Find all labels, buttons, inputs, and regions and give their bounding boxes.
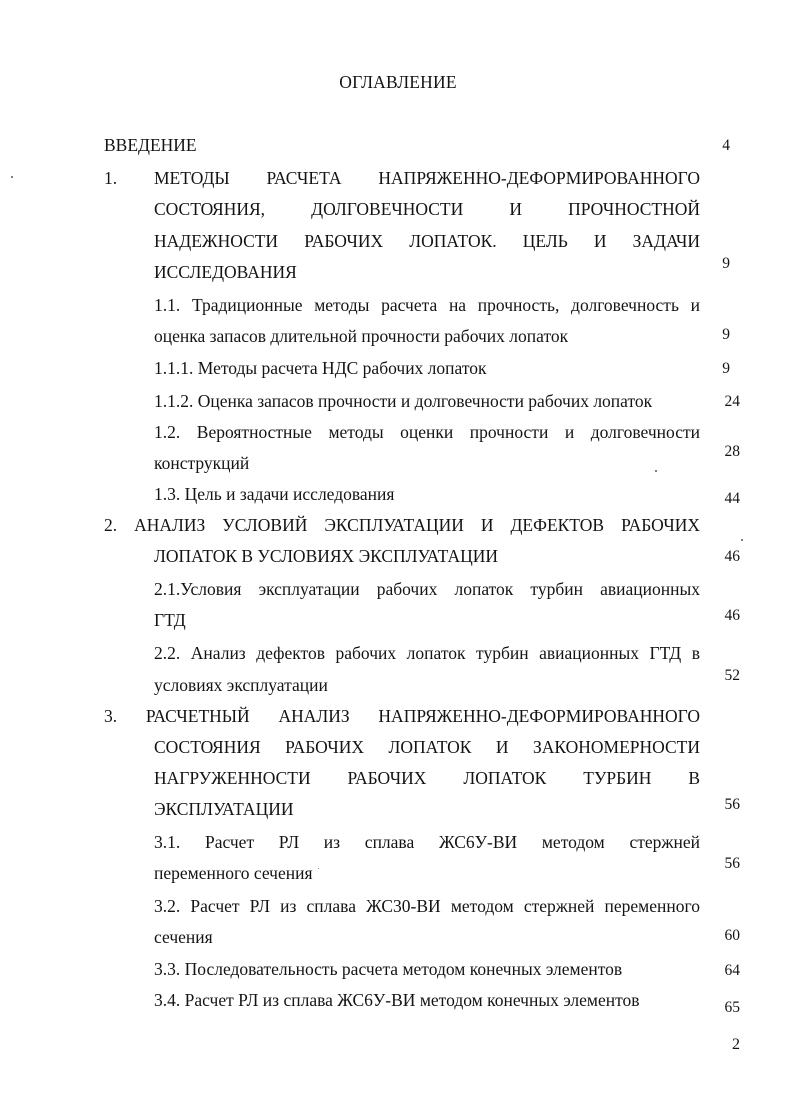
toc-entry-text: 3.2. Расчет РЛ из сплава ЖС30-ВИ методом стержней переменного bbox=[154, 896, 700, 916]
toc-page-number: 56 bbox=[724, 796, 740, 813]
toc-entry-text: 3.3. Последовательность расчета методом конечных элементов bbox=[154, 959, 623, 979]
toc-page-number: 46 bbox=[724, 548, 740, 565]
toc-page-number: 9 bbox=[722, 326, 730, 343]
toc-page-number: 28 bbox=[724, 443, 740, 460]
toc-entry-text: 2.1.Условия эксплуатации рабочих лопаток турбин авиационных bbox=[154, 579, 700, 599]
page-title: ОГЛАВЛЕНИЕ bbox=[339, 72, 457, 92]
toc-page-number: 24 bbox=[724, 393, 740, 410]
toc-page-number: 56 bbox=[724, 855, 740, 872]
toc-entry-text: 1.2. Вероятностные методы оценки прочности и долговечности bbox=[154, 422, 700, 442]
toc-entry-text: 3.1. Расчет РЛ из сплава ЖС6У-ВИ методом стержней bbox=[154, 832, 700, 852]
toc-entry-text: конструкций bbox=[154, 453, 250, 473]
toc-entry-text: 1.3. Цель и задачи исследования bbox=[154, 484, 395, 504]
toc-entry-text: НАГРУЖЕННОСТИ РАБОЧИХ ЛОПАТОК ТУРБИН В bbox=[154, 768, 700, 788]
scan-speck bbox=[318, 868, 319, 869]
toc-entry-text: СОСТОЯНИЯ, ДОЛГОВЕЧНОСТИ И ПРОЧНОСТНОЙ bbox=[154, 199, 700, 219]
toc-entry-text: СОСТОЯНИЯ РАБОЧИХ ЛОПАТОК И ЗАКОНОМЕРНОСТИ bbox=[154, 737, 700, 757]
toc-page-number: 46 bbox=[724, 607, 740, 624]
toc-entry-text: 1.1. Традиционные методы расчета на прочность, долговечность и bbox=[154, 295, 700, 315]
toc-entry-text: ЭКСПЛУАТАЦИИ bbox=[154, 799, 294, 819]
toc-page-number: 4 bbox=[722, 137, 730, 154]
toc-entry-text: переменного сечения bbox=[154, 863, 313, 883]
toc-page-number: 52 bbox=[724, 667, 740, 684]
scan-speck bbox=[741, 539, 743, 541]
toc-entry-text: ИССЛЕДОВАНИЯ bbox=[154, 262, 297, 282]
toc-entry-text: ЛОПАТОК В УСЛОВИЯХ ЭКСПЛУАТАЦИИ bbox=[154, 546, 499, 566]
toc-page-number: 65 bbox=[724, 999, 740, 1016]
page-number: 2 bbox=[732, 1036, 740, 1053]
toc-entry-text: 1.1.2. Оценка запасов прочности и долговечности рабочих лопаток bbox=[154, 391, 653, 411]
toc-entry-text: 3.4. Расчет РЛ из сплава ЖС6У-ВИ методом конечных элементов bbox=[154, 990, 640, 1010]
toc-entry-text: 3. РАСЧЕТНЫЙ АНАЛИЗ НАПРЯЖЕННО-ДЕФОРМИРОВАННОГО bbox=[104, 706, 700, 726]
toc-page-number: 44 bbox=[724, 490, 740, 507]
toc-page-number: 60 bbox=[724, 927, 740, 944]
toc-entry-text: 1.1.1. Методы расчета НДС рабочих лопаток bbox=[154, 358, 487, 378]
toc-entry-text: оценка запасов длительной прочности рабочих лопаток bbox=[154, 326, 569, 346]
toc-page-number: 64 bbox=[724, 962, 740, 979]
toc-entry-text: 2.2. Анализ дефектов рабочих лопаток турбин авиационных ГТД в bbox=[154, 643, 700, 663]
toc-entry-text: ГТД bbox=[154, 610, 186, 630]
toc-page-number: 9 bbox=[722, 360, 730, 377]
toc-entry-text: условиях эксплуатации bbox=[154, 675, 328, 695]
toc-page-number: 9 bbox=[722, 255, 730, 272]
toc-entry-text: ВВЕДЕНИЕ bbox=[104, 135, 197, 155]
toc-entry-text: сечения bbox=[154, 927, 213, 947]
scan-speck bbox=[655, 470, 657, 472]
toc-entry-text: 2. АНАЛИЗ УСЛОВИЙ ЭКСПЛУАТАЦИИ И ДЕФЕКТОВ РАБОЧИХ bbox=[104, 515, 700, 535]
toc-entry-text: НАДЕЖНОСТИ РАБОЧИХ ЛОПАТОК. ЦЕЛЬ И ЗАДАЧИ bbox=[154, 231, 700, 251]
scan-speck bbox=[11, 176, 13, 178]
toc-entry-text: 1. МЕТОДЫ РАСЧЕТА НАПРЯЖЕННО-ДЕФОРМИРОВАННОГО bbox=[104, 168, 700, 188]
